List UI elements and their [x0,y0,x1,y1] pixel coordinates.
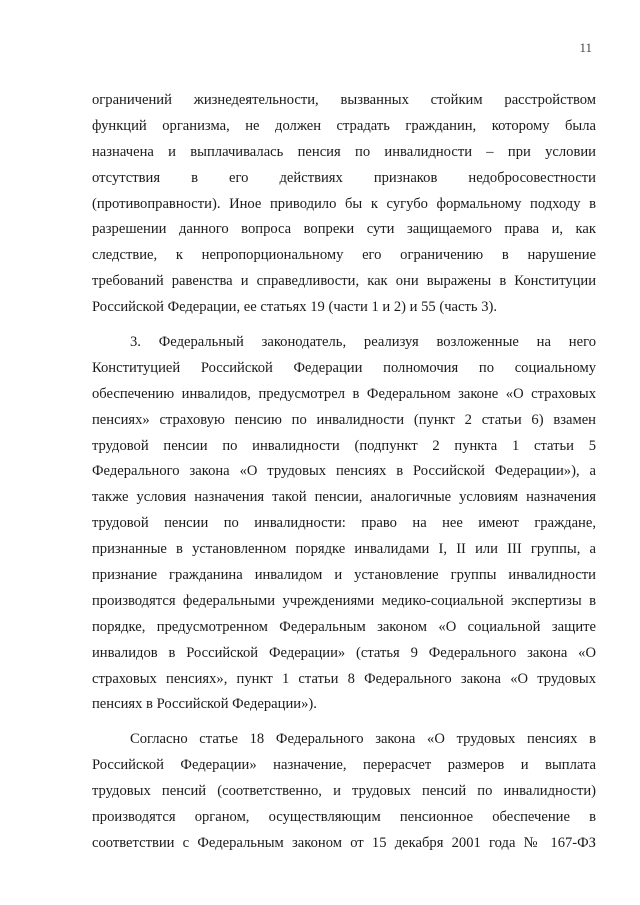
text-line: трудовой пенсии по инвалидности (подпункт 2 пункта 1 статьи 5 [92,437,596,454]
text-line: пенсиях» страховую пенсию по инвалидности (пункт 2 статьи 6) взамен [92,411,596,428]
text-line: трудовой пенсии по инвалидности: право на нее имеют граждане, [92,515,596,532]
text-line: инвалидов в Российской Федерации» (статья 9 Федерального закона «О [92,644,596,661]
paragraph-gap [92,321,596,330]
text-line: порядке, предусмотренном Федеральным законом «О социальной защите [92,618,596,635]
text-line: 3. Федеральный законодатель, реализуя возложенные на него [130,334,596,351]
text-line: производятся федеральными учреждениями медико-социальной экспертизы в [92,592,596,609]
paragraph [92,330,596,718]
text-line: требований равенства и справедливости, как они выражены в Конституции [92,273,596,290]
text-line: Конституцией Российской Федерации полномочия по социальному [92,359,596,376]
text-line: Российской Федерации, ее статьях 19 (части 1 и 2) и 55 (часть 3). [92,299,497,316]
text-line: трудовых пенсий (соответственно, и трудовых пенсий по инвалидности) [92,783,596,800]
text-line: признанные в установленном порядке инвалидами I, II или III группы, а [92,541,596,558]
text-line: также условия назначения такой пенсии, аналогичные условиям назначения [92,489,596,506]
text-line: разрешении данного вопроса вопреки сути защищаемого права и, как [92,221,596,238]
text-line: отсутствия в его действиях признаков недобросовестности [92,169,596,186]
text-line: ограничений жизнедеятельности, вызванных стойким расстройством [92,92,596,108]
text-line: Российской Федерации» назначение, перерасчет размеров и выплата [92,757,596,774]
text-line: признание гражданина инвалидом и установление группы инвалидности [92,567,596,584]
text-line: следствие, к непропорциональному его ограничению в нарушение [92,247,596,264]
text-line: Согласно статье 18 Федерального закона «О трудовых пенсиях в [130,731,596,748]
paragraph [92,727,596,856]
text-line: пенсиях в Российской Федерации»). [92,696,317,713]
text-line: Федерального закона «О трудовых пенсиях в Российской Федерации»), а [92,463,596,480]
text-line: (противоправности). Иное приводило бы к сугубо формальному подходу в [92,195,596,212]
paragraph [92,88,596,321]
text-line: обеспечению инвалидов, предусмотрел в Федеральном законе «О страховых [92,385,596,402]
text-line: соответствии с Федеральным законом от 15 декабря 2001 года № 167-ФЗ [92,834,596,851]
text-line: производятся органом, осуществляющим пенсионное обеспечение в [92,809,596,826]
text-line: функций организма, не должен страдать гражданин, которому была [92,117,596,134]
document-body [92,88,596,857]
text-line: страховых пенсиях», пункт 1 статьи 8 Федерального закона «О трудовых [92,670,596,687]
paragraph-gap [92,718,596,727]
text-line: назначена и выплачивалась пенсия по инвалидности – при условии [92,143,596,160]
page-number: 11 [579,40,592,55]
